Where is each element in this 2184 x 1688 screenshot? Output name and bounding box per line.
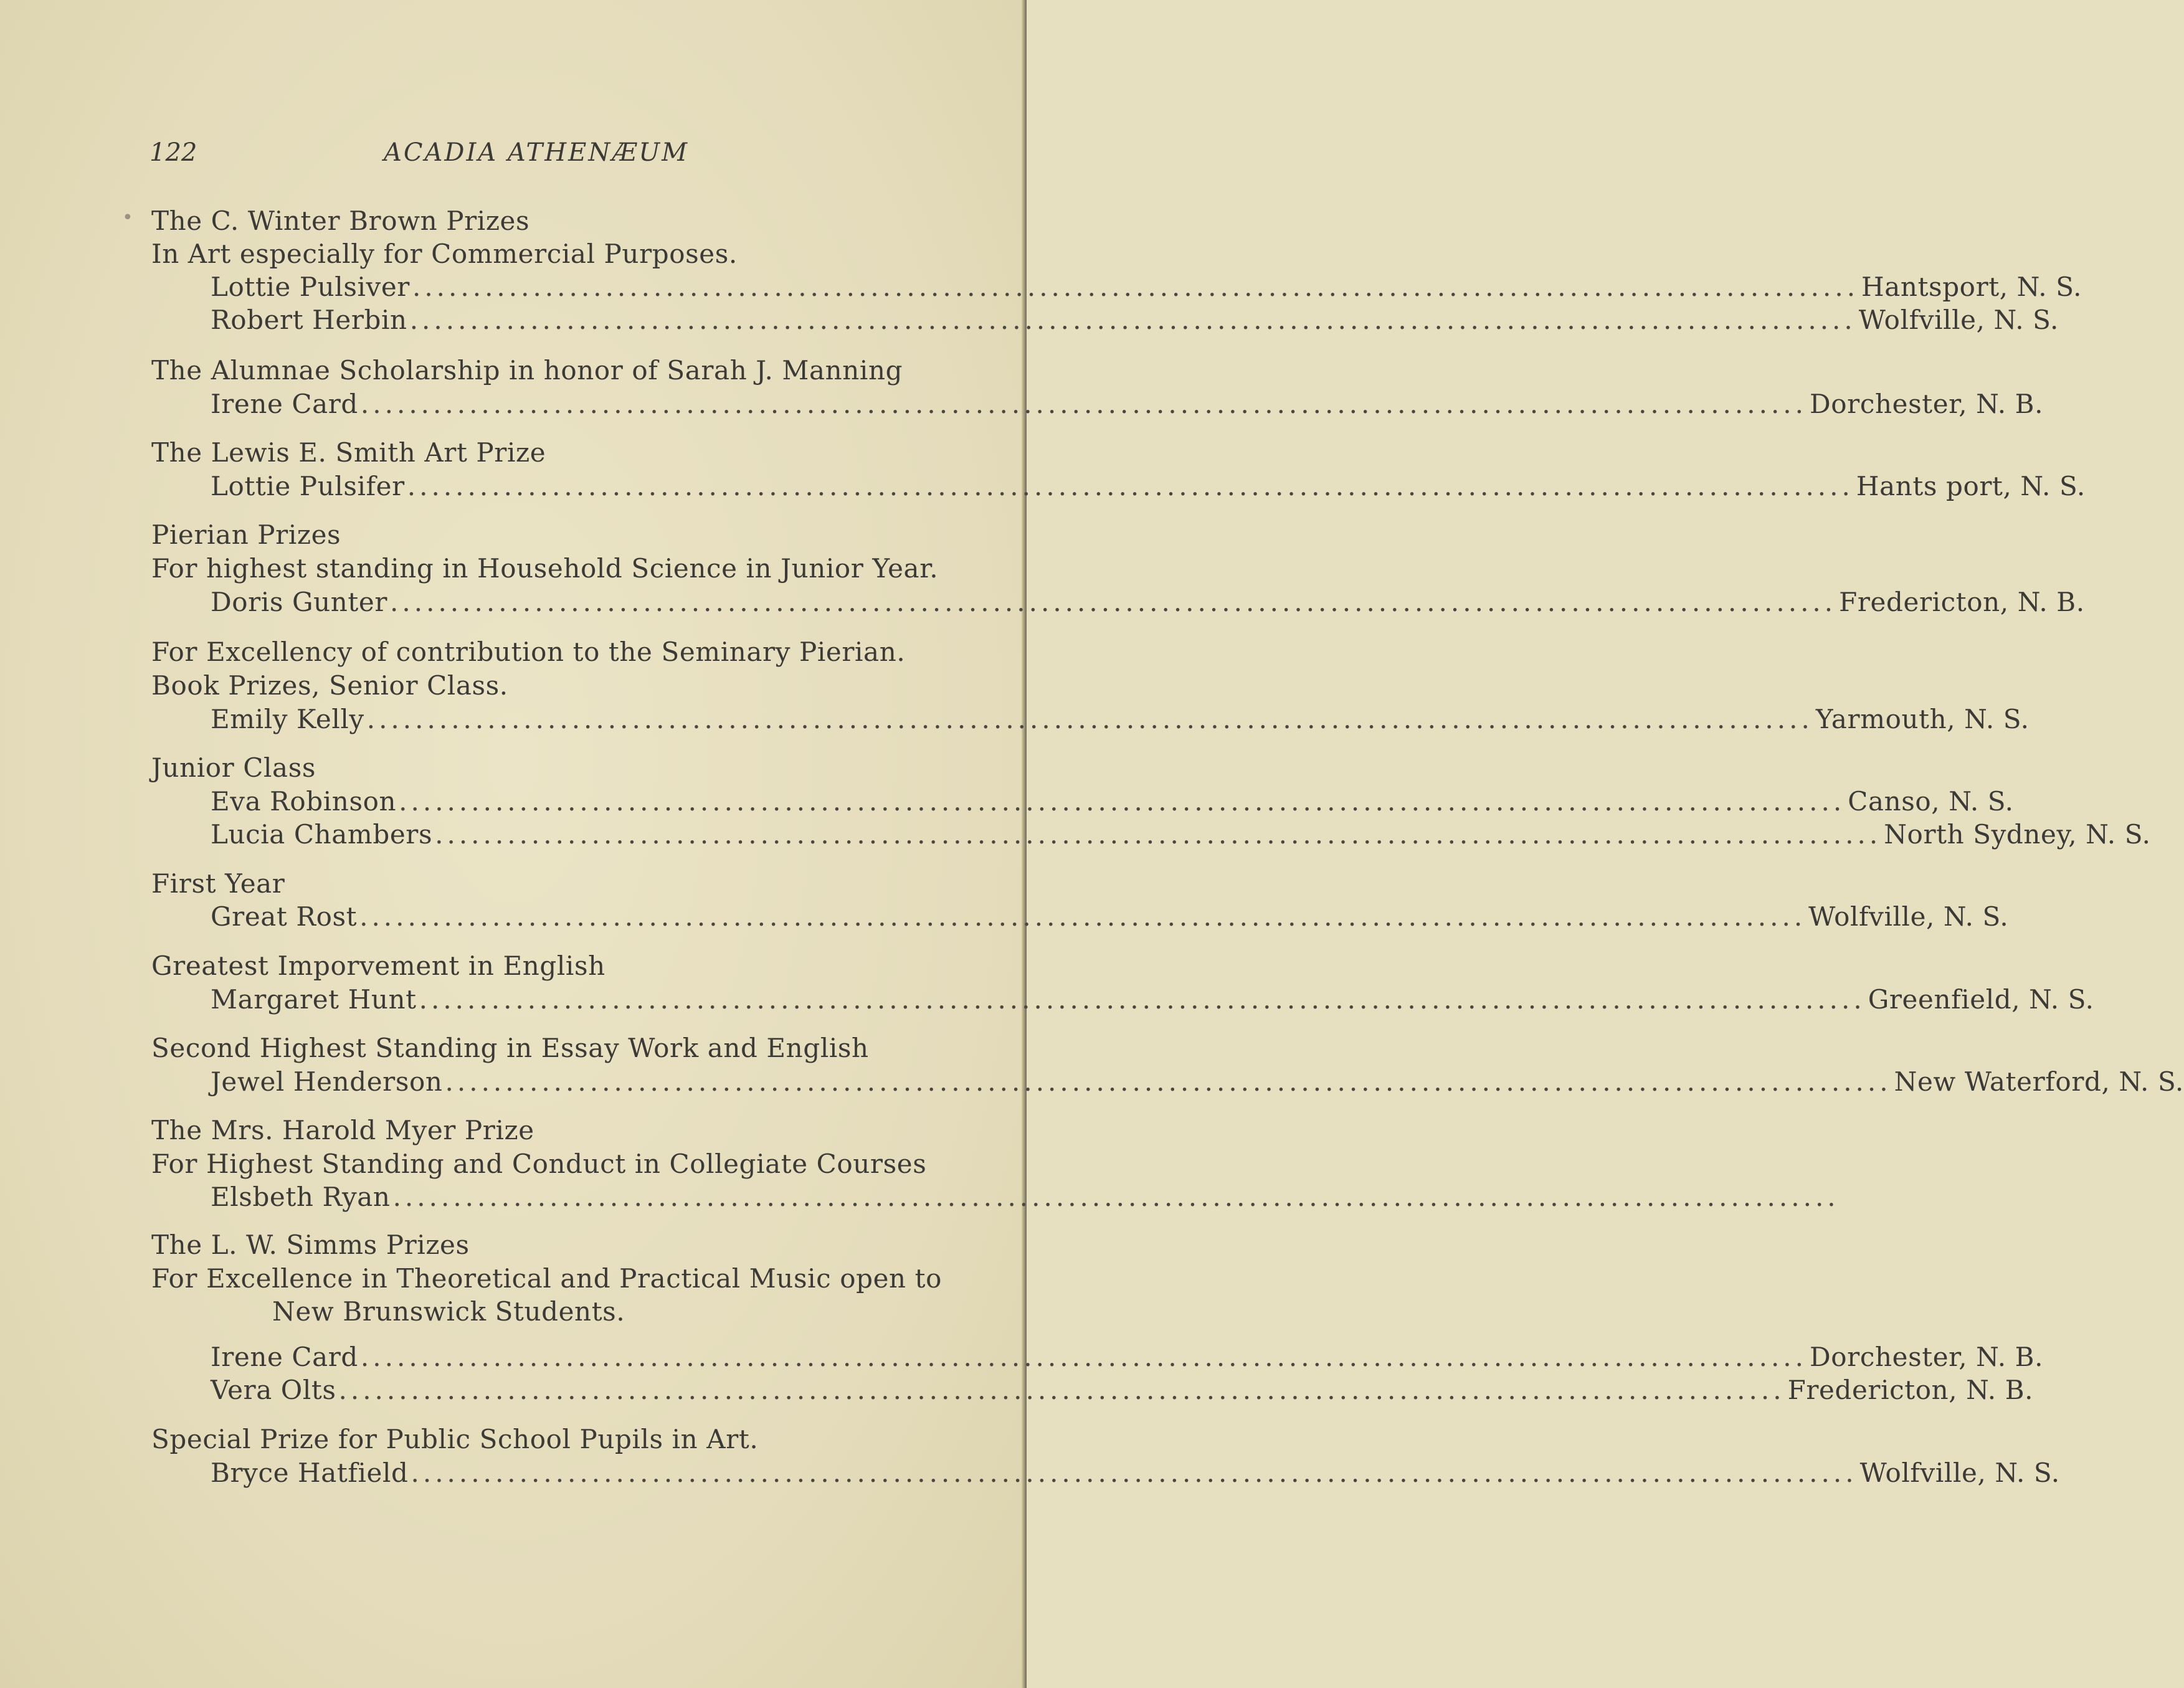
winner-hometown: Dorchester, N. B. — [1810, 389, 2044, 419]
winner-entry — [211, 305, 2059, 336]
prize-heading: The Mrs. Harold Myer Prize — [151, 1115, 534, 1145]
winner-hometown: Wolfville, N. S. — [1859, 1458, 2060, 1488]
winner-hometown: Wolfville, N. S. — [1858, 305, 2059, 335]
page-number: 122 — [150, 138, 197, 167]
winner-entry — [211, 471, 2086, 502]
winner-entry — [211, 1182, 1840, 1213]
dot-leader: ........................................................................................................................ — [411, 1458, 1858, 1488]
winner-hometown: Fredericton, N. B. — [1839, 587, 2085, 617]
dot-leader: ........................................................................................................................ — [360, 1342, 1807, 1372]
winner-name: Great Rost — [211, 901, 358, 932]
journal-title: ACADIA ATHENÆUM — [384, 138, 690, 167]
winner-entry — [211, 1375, 2034, 1406]
winner-entry — [211, 389, 2044, 420]
winner-name: Emily Kelly — [211, 704, 364, 734]
winner-name: Irene Card — [211, 1342, 358, 1372]
dot-leader: ........................................................................................................................ — [359, 901, 1807, 932]
prize-heading: Second Highest Standing in Essay Work and English — [151, 1033, 869, 1063]
prize-heading: The Lewis E. Smith Art Prize — [151, 437, 546, 468]
prize-heading: For Highest Standing and Conduct in Collegiate Courses — [151, 1149, 927, 1179]
prize-heading: Special Prize for Public School Pupils in Art. — [151, 1424, 759, 1454]
prize-heading: Pierian Prizes — [151, 519, 341, 550]
prize-heading: Junior Class — [151, 752, 316, 783]
prize-heading: Greatest Imporvement in English — [151, 951, 605, 981]
winner-name: Lucia Chambers — [211, 819, 433, 850]
winner-entry — [211, 1342, 2044, 1373]
winner-name: Irene Card — [211, 389, 358, 419]
prize-heading: For highest standing in Household Science in Junior Year. — [151, 553, 939, 584]
winner-name: Margaret Hunt — [211, 984, 417, 1015]
bullet-mark: • — [122, 207, 133, 229]
dot-leader: ........................................................................................................................ — [366, 704, 1813, 734]
dot-leader: ........................................................................................................................ — [435, 819, 1882, 850]
winner-hometown: Yarmouth, N. S. — [1815, 704, 2030, 734]
prize-heading: For Excellence in Theoretical and Practical Music open to — [151, 1263, 942, 1294]
dot-leader: ........................................................................................................................ — [399, 786, 1846, 817]
prize-heading: The L. W. Simms Prizes — [151, 1230, 470, 1260]
winner-entry — [211, 704, 2030, 735]
dot-leader: ........................................................................................................................ — [360, 389, 1807, 419]
winner-hometown: Wolfville, N. S. — [1808, 901, 2009, 932]
dot-leader: ........................................................................................................................ — [390, 587, 1837, 617]
winner-hometown: North Sydney, N. S. — [1884, 819, 2151, 850]
dot-leader: ........................................................................................................................ — [392, 1182, 1840, 1212]
winner-hometown: Hantsport, N. S. — [1861, 272, 2082, 302]
winner-name: Bryce Hatfield — [211, 1458, 409, 1488]
winner-hometown: Canso, N. S. — [1848, 786, 2014, 817]
prize-heading: In Art especially for Commercial Purposes. — [151, 239, 738, 269]
winner-entry — [211, 1066, 2184, 1098]
prize-heading: Book Prizes, Senior Class. — [151, 670, 508, 701]
prize-heading: New Brunswick Students. — [272, 1296, 625, 1327]
prize-heading: The Alumnae Scholarship in honor of Sarah J. Manning — [151, 355, 903, 386]
winner-entry — [211, 587, 2085, 618]
winner-name: Jewel Henderson — [211, 1066, 443, 1097]
winner-entry — [211, 786, 2014, 817]
winner-entry — [211, 984, 2094, 1015]
prize-heading: For Excellency of contribution to the Seminary Pierian. — [151, 637, 906, 667]
dot-leader: ........................................................................................................................ — [407, 471, 1854, 501]
winner-hometown: Dorchester, N. B. — [1810, 1342, 2044, 1372]
winner-entry — [211, 901, 2009, 932]
winner-name: Doris Gunter — [211, 587, 388, 617]
prize-heading: The C. Winter Brown Prizes — [151, 206, 530, 236]
winner-name: Lottie Pulsifer — [211, 471, 405, 501]
prize-heading: First Year — [151, 868, 285, 899]
dot-leader: ........................................................................................................................ — [419, 984, 1866, 1015]
winner-name: Vera Olts — [211, 1375, 336, 1405]
winner-name: Eva Robinson — [211, 786, 397, 817]
dot-leader: ........................................................................................................................ — [409, 305, 1856, 335]
dot-leader: ........................................................................................................................ — [412, 272, 1859, 302]
winner-entry — [211, 272, 2082, 303]
winner-hometown: New Waterford, N. S. — [1894, 1066, 2184, 1097]
winner-hometown: Hants port, N. S. — [1856, 471, 2086, 501]
winner-hometown: Greenfield, N. S. — [1868, 984, 2094, 1015]
dot-leader: ........................................................................................................................ — [445, 1066, 1892, 1097]
winner-entry — [211, 819, 2151, 850]
winner-name: Elsbeth Ryan — [211, 1182, 391, 1212]
winner-hometown: Fredericton, N. B. — [1787, 1375, 2034, 1405]
winner-entry — [211, 1458, 2060, 1489]
winner-name: Lottie Pulsiver — [211, 272, 410, 302]
winner-name: Robert Herbin — [211, 305, 407, 335]
dot-leader: ........................................................................................................................ — [338, 1375, 1785, 1405]
